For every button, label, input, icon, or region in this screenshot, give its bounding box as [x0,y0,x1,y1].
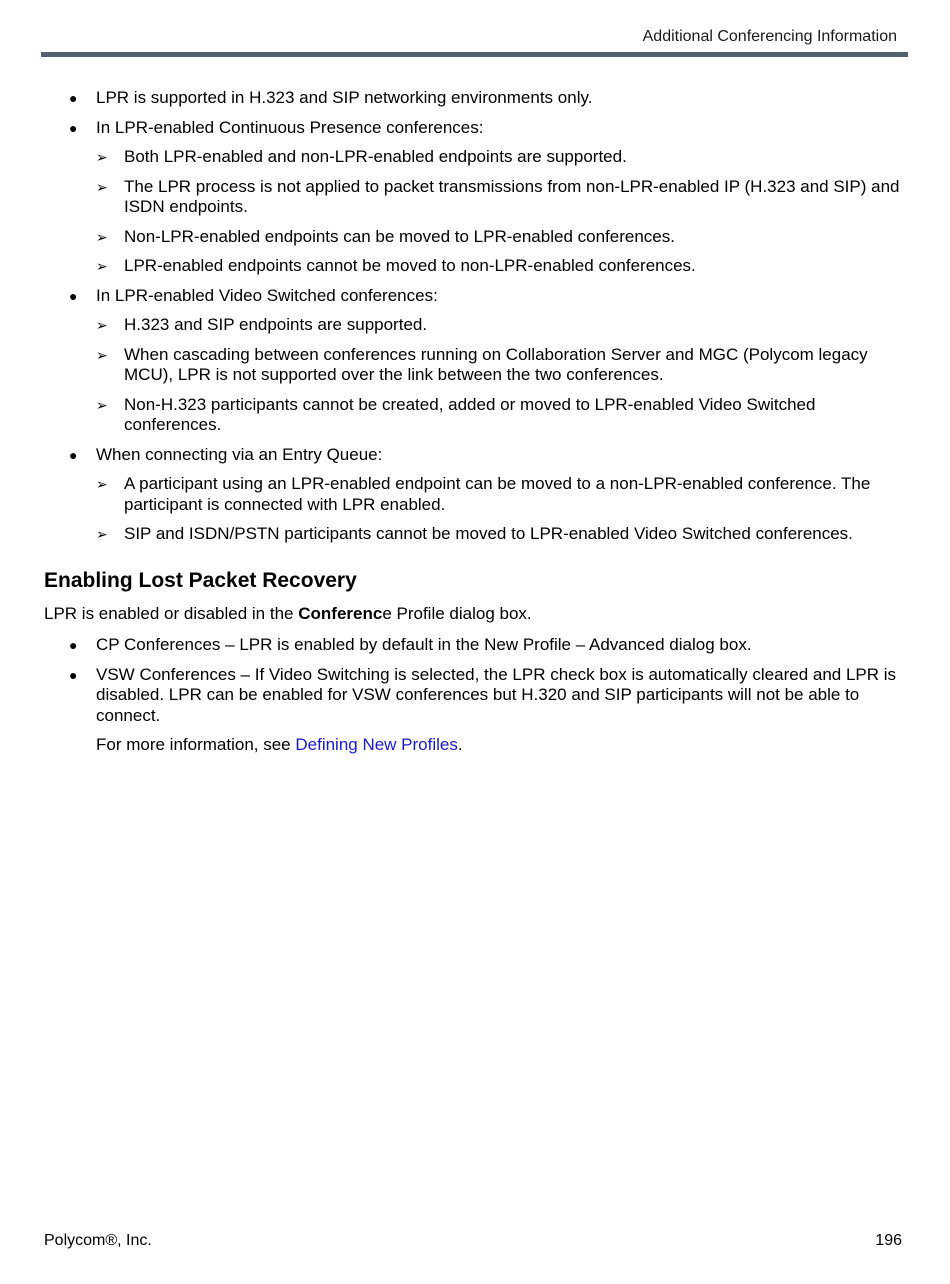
sub-list-item [96,395,910,436]
sub-list-item [96,147,910,168]
intro-text-after: e Profile dialog box. [382,603,532,623]
arrow-bullet-icon: ➢ [96,258,108,274]
header-rule [41,52,908,57]
sub-list-item [96,177,910,218]
section-intro [44,604,910,625]
list-item-text: LPR is supported in H.323 and SIP networking environments only. [96,88,593,107]
sub-list-item [96,227,910,248]
intro-text-before: LPR is enabled or disabled in the [44,603,299,623]
bullet-icon: ● [69,446,78,463]
list-item-text: In LPR-enabled Video Switched conferences: [96,285,438,305]
more-info-suffix: . [457,735,463,754]
sub-list-item-text: H.323 and SIP endpoints are supported. [124,315,428,334]
arrow-bullet-icon: ➢ [96,149,108,165]
lpr-notes-list [44,88,910,545]
list-item [44,445,910,545]
more-info-prefix: For more information, see [96,735,296,754]
list-item [44,118,910,277]
bullet-icon: ● [69,637,78,653]
arrow-bullet-icon: ➢ [96,178,108,195]
running-header: Additional Conferencing Information [642,28,897,45]
arrow-bullet-icon: ➢ [96,317,108,333]
list-item-text: In LPR-enabled Continuous Presence conferences: [96,117,484,137]
page-number: 196 [875,1232,902,1249]
sub-list [96,147,910,277]
sub-list-item-text: SIP and ISDN/PSTN participants cannot be moved to LPR-enabled Video Switched conferences. [124,524,853,543]
arrow-bullet-icon: ➢ [96,476,108,492]
arrow-bullet-icon: ➢ [96,526,108,542]
sub-list-item [96,345,910,386]
more-info-paragraph [44,735,910,756]
arrow-bullet-icon: ➢ [96,228,108,245]
sub-list-item-text: LPR-enabled endpoints cannot be moved to non-LPR-enabled conferences. [124,256,696,275]
page-content [44,88,910,756]
conference-types-list [44,635,910,726]
sub-list-item-text: Both LPR-enabled and non-LPR-enabled endpoints are supported. [124,147,627,166]
sub-list [96,315,910,436]
sub-list-item-text: The LPR process is not applied to packet transmissions from non-LPR-enabled IP (H.323 and SIP) and ISDN endpoints. [124,176,900,216]
sub-list-item-text: Non-LPR-enabled endpoints can be moved to LPR-enabled conferences. [124,226,675,246]
bullet-icon: ● [69,287,78,304]
list-item-text: VSW Conferences – If Video Switching is selected, the LPR check box is automatically cleared and LPR is disabled. LPR can be enabled for VSW conferences but H.320 and SIP participants will not be able to connect. [96,664,897,725]
sub-list [96,474,910,545]
list-item [44,665,910,727]
sub-list-item-text: Non-H.323 participants cannot be created, added or moved to LPR-enabled Video Switched conferences. [124,394,816,434]
intro-text-bold: Conferenc [298,603,383,623]
list-item-text: CP Conferences – LPR is enabled by default in the New Profile – Advanced dialog box. [96,635,752,654]
list-item [44,286,910,436]
sub-list-item-text: A participant using an LPR-enabled endpoint can be moved to a non-LPR-enabled conference. The participant is connected with LPR enabled. [124,474,871,514]
footer-company: Polycom®, Inc. [44,1232,152,1249]
bullet-icon: ● [69,90,78,106]
sub-list-item [96,524,910,545]
arrow-bullet-icon: ➢ [96,346,108,363]
list-item [44,635,910,656]
sub-list-item [96,256,910,277]
bullet-icon: ● [69,666,78,683]
list-item-text: When connecting via an Entry Queue: [96,444,383,464]
sub-list-item [96,315,910,336]
arrow-bullet-icon: ➢ [96,396,108,413]
defining-new-profiles-link[interactable]: Defining New Profiles [295,735,458,754]
list-item [44,88,910,109]
sub-list-item [96,474,910,515]
section-heading: Enabling Lost Packet Recovery [44,568,357,592]
bullet-icon: ● [69,119,78,136]
sub-list-item-text: When cascading between conferences running on Collaboration Server and MGC (Polycom legacy MCU), LPR is not supported over the link between the two conferences. [124,344,868,384]
